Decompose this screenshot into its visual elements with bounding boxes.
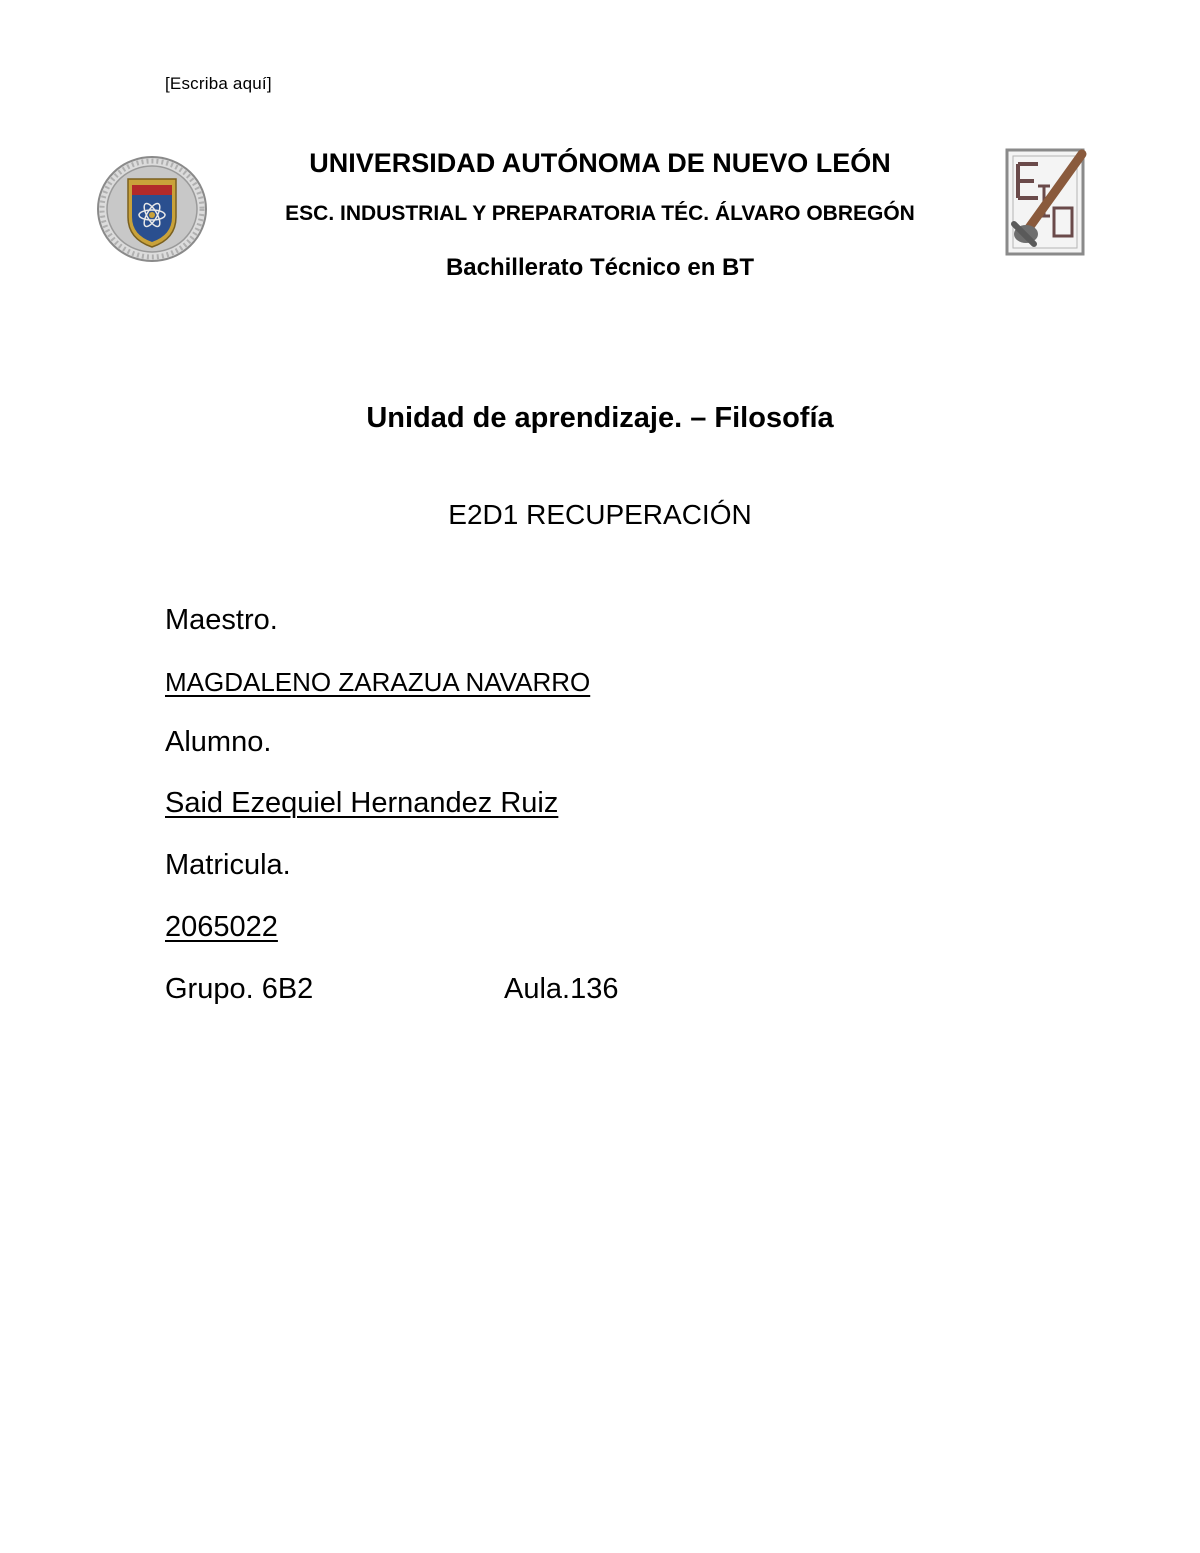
id-label: Matricula. xyxy=(165,849,291,881)
program-name: Bachillerato Técnico en BT xyxy=(445,254,755,281)
teacher-label: Maestro. xyxy=(165,604,278,636)
header-placeholder: [Escriba aquí] xyxy=(165,74,272,93)
group-value: Grupo. 6B2 xyxy=(165,973,314,1005)
university-name: UNIVERSIDAD AUTÓNOMA DE NUEVO LEÓN xyxy=(309,148,891,178)
activity-title: E2D1 RECUPERACIÓN xyxy=(448,499,752,530)
school-name: ESC. INDUSTRIAL Y PREPARATORIA TÉC. ÁLVARO OBREGÓN xyxy=(285,202,915,225)
student-name: Said Ezequiel Hernandez Ruiz xyxy=(165,787,559,819)
id-number: 2065022 xyxy=(165,911,278,943)
room-value: Aula.136 xyxy=(504,973,619,1005)
subject-title: Unidad de aprendizaje. – Filosofía xyxy=(366,402,834,434)
student-label: Alumno. xyxy=(165,726,272,758)
teacher-name: MAGDALENO ZARAZUA NAVARRO xyxy=(165,667,591,697)
school-emblem-icon xyxy=(1004,146,1090,258)
